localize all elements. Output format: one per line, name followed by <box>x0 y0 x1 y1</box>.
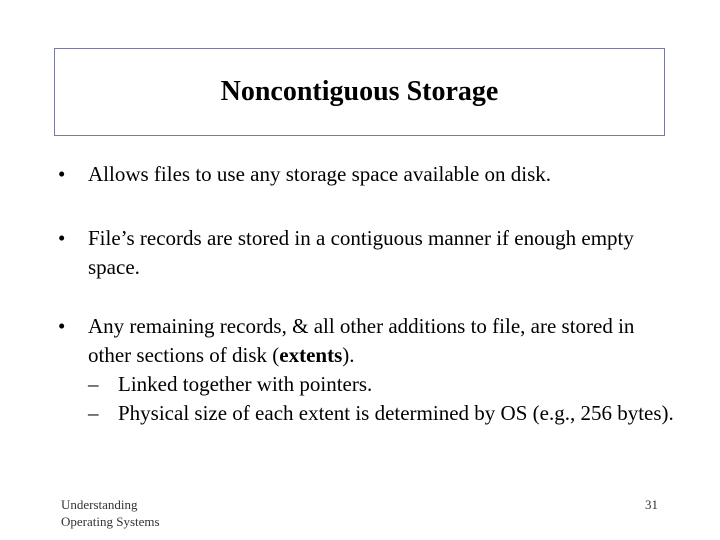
sub-marker: – <box>88 401 99 425</box>
bullet-text-after: ). <box>342 343 355 367</box>
bullet-text: Allows files to use any storage space available on disk. <box>88 162 552 186</box>
footer-line-1: Understanding <box>61 497 138 512</box>
bullet-item-2 <box>58 224 678 282</box>
sub-marker: – <box>88 372 99 396</box>
bullet-item-1 <box>58 160 678 189</box>
footer-title <box>61 496 160 530</box>
sub-item-text: Linked together with pointers. <box>118 372 373 396</box>
bullet-marker: • <box>58 162 66 186</box>
footer-line-2: Operating Systems <box>61 514 160 529</box>
bullet-item-3 <box>58 312 678 428</box>
bullet-text <box>58 312 678 370</box>
page-number: 31 <box>645 497 658 512</box>
sub-item-1 <box>58 370 678 399</box>
slide-title: Noncontiguous Storage <box>220 76 499 107</box>
bullet-text-bold: extents <box>279 343 343 367</box>
title-box <box>54 48 665 136</box>
bullet-text-before: Any remaining records, & all other additions to file, are stored in other sections of disk ( <box>88 314 635 367</box>
sub-item-2 <box>58 399 678 428</box>
bullet-text: File’s records are stored in a contiguous manner if enough empty space. <box>88 226 634 279</box>
bullet-marker: • <box>58 314 66 338</box>
sub-item-text: Physical size of each extent is determined by OS (e.g., 256 bytes). <box>118 401 674 425</box>
bullet-marker: • <box>58 226 66 250</box>
